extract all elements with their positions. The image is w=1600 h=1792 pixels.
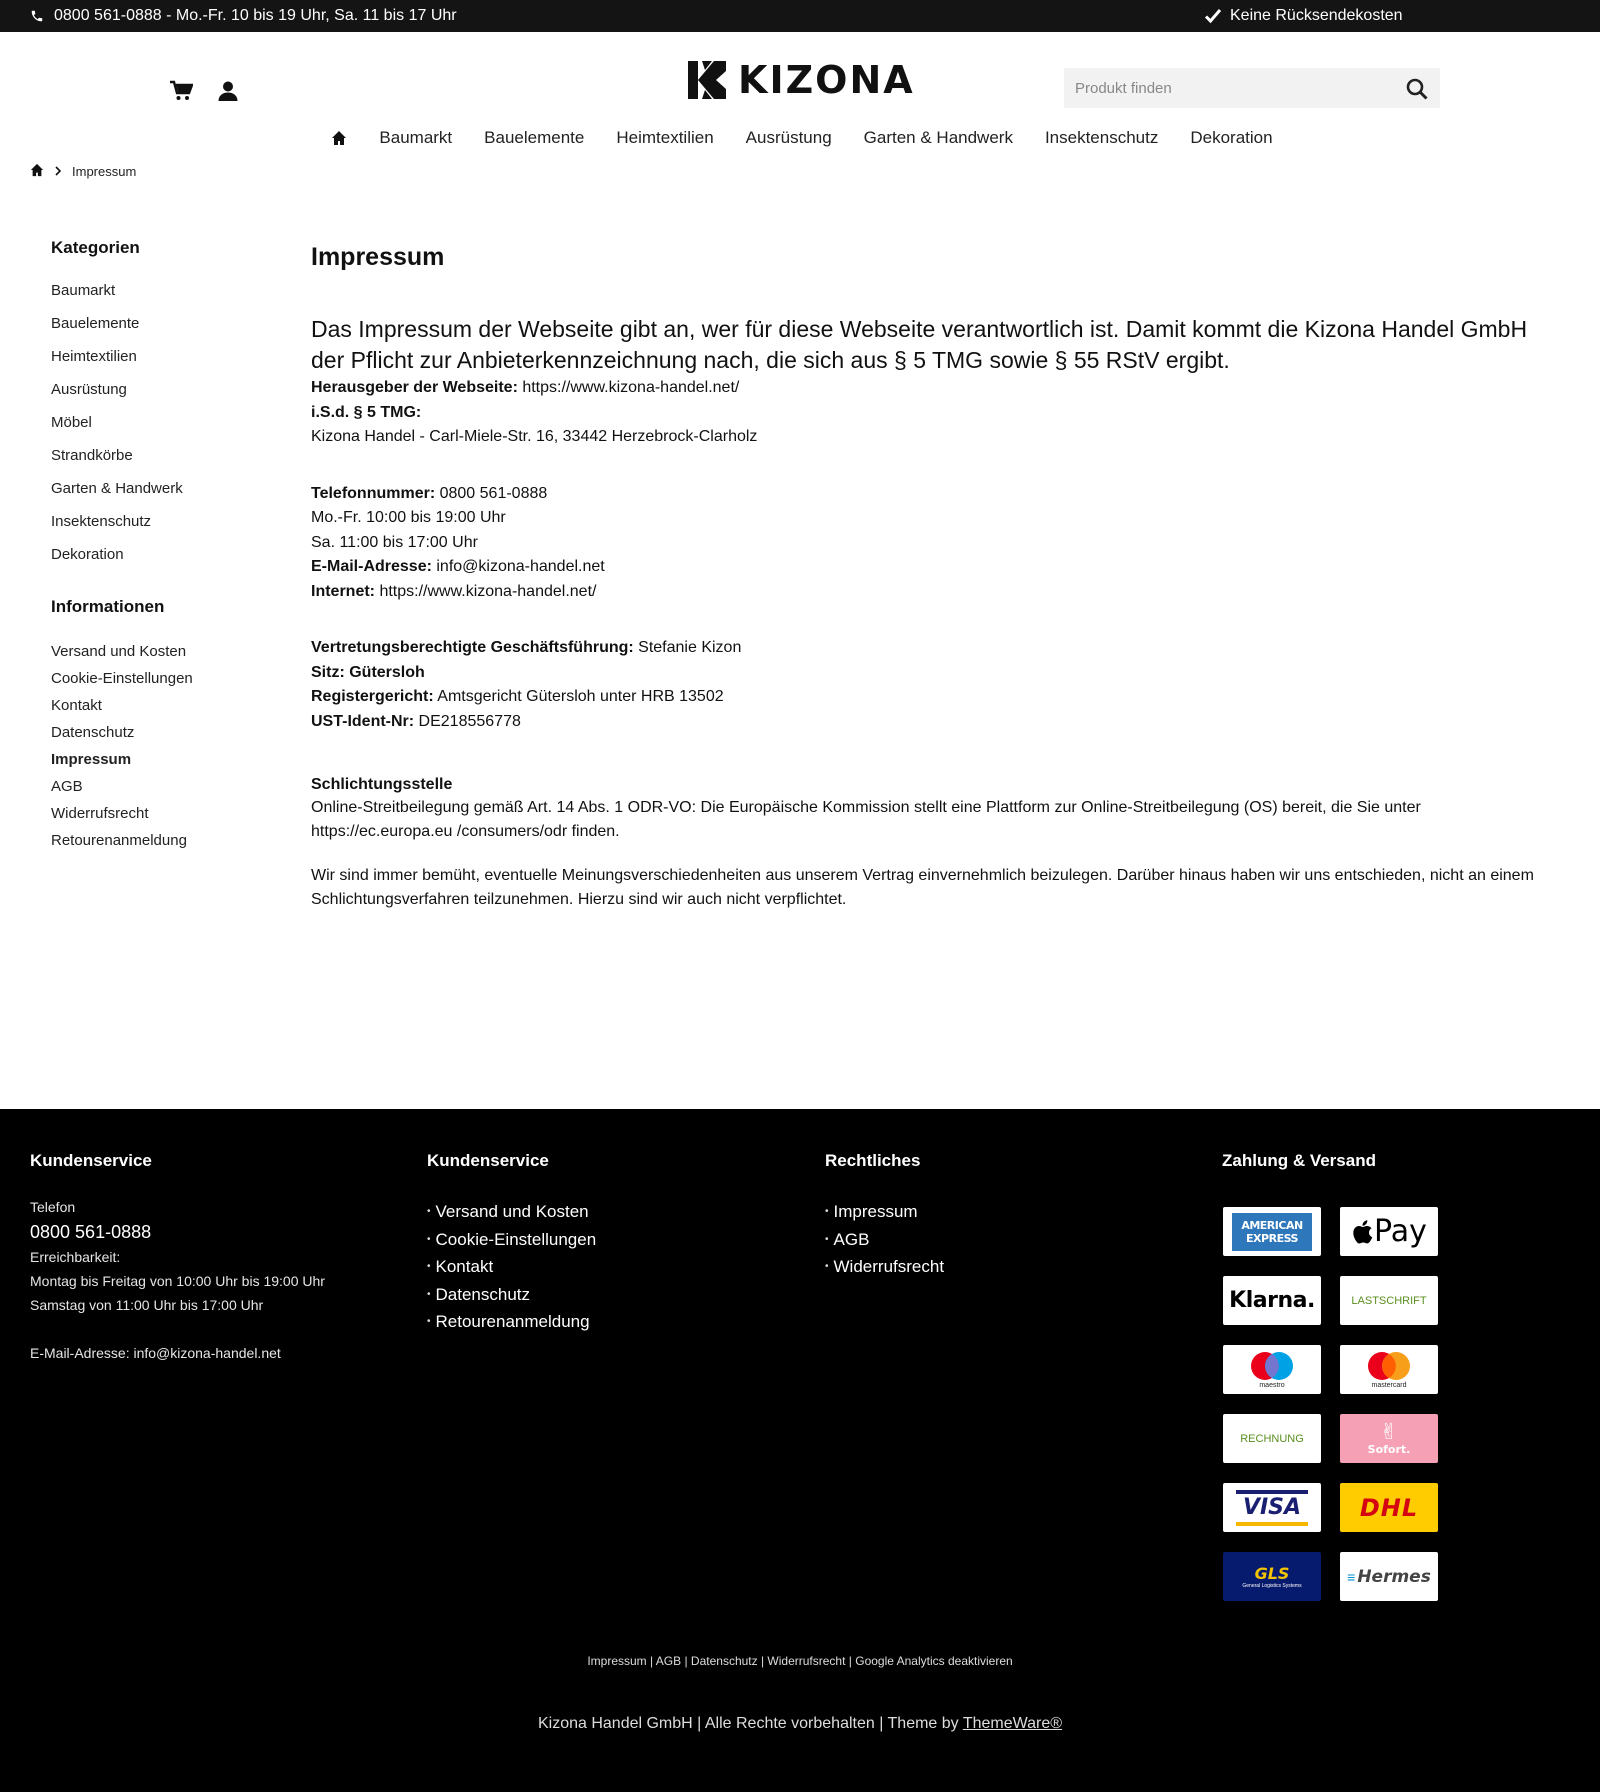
vat-value: DE218556778: [414, 712, 521, 730]
amex-logo: AMERICAN EXPRESS: [1223, 1207, 1321, 1256]
court-value: Amtsgericht Gütersloh unter HRB 13502: [433, 688, 724, 705]
footer-col-payment: [1222, 1151, 1582, 1171]
sidebar-item-ausruestung[interactable]: Ausrüstung: [51, 381, 127, 398]
footer-link-retouren[interactable]: • Retourenanmeldung: [427, 1308, 787, 1336]
email-label: E-Mail-Adresse:: [311, 558, 432, 575]
apple-pay-logo: Pay: [1340, 1207, 1438, 1256]
account-icon[interactable]: [215, 78, 241, 104]
klarna-logo: Klarna.: [1223, 1276, 1321, 1325]
company-block: [311, 636, 1561, 734]
footer-hours-saturday: Samstag von 11:00 Uhr bis 17:00 Uhr: [30, 1297, 264, 1313]
phone-label: Telefonnummer:: [311, 484, 436, 502]
nav-item-ausruestung[interactable]: Ausrüstung: [745, 128, 832, 147]
sidebar-item-impressum[interactable]: Impressum: [51, 751, 132, 768]
dispute-text-2: Wir sind immer bemüht, eventuelle Meinungsverschiedenheiten aus unserem Vertrag einvernehmlich beizulegen. Darüber hinaus haben wir uns entschieden, nicht an einem Schlichtungsverfahren teilzunehmen. Hierzu sind wir auch nicht verpflichtet.: [311, 867, 1534, 908]
footer-phone[interactable]: 0800 561-0888: [30, 1222, 152, 1242]
management-value: Stefanie Kizon: [633, 639, 742, 656]
shipping-info: [1204, 7, 1403, 25]
information-heading: Informationen: [51, 597, 165, 616]
mastercard-circles-icon: [1366, 1351, 1412, 1381]
hours-saturday: Sa. 11:00 bis 17:00 Uhr: [311, 533, 478, 551]
kizona-logo-mark-icon: [688, 61, 726, 99]
footer-service-heading: Kundenservice: [30, 1151, 152, 1170]
nav-item-dekoration[interactable]: Dekoration: [1190, 128, 1273, 147]
cart-icon[interactable]: [168, 78, 194, 104]
footer-service-links-heading: Kundenservice: [427, 1151, 549, 1170]
logo-text: KIZONA: [738, 58, 915, 102]
breadcrumb-current[interactable]: Impressum: [72, 164, 137, 179]
search-input[interactable]: [1064, 68, 1394, 108]
kizona-logo[interactable]: [688, 58, 915, 102]
court-label: Registergericht:: [311, 688, 434, 705]
main-content: [311, 243, 1561, 912]
footer-col-service-links: [427, 1151, 787, 1336]
sidebar-item-strandkoerbe[interactable]: Strandkörbe: [51, 447, 133, 464]
bottom-link-agb[interactable]: AGB: [655, 1654, 682, 1668]
breadcrumb: [30, 163, 136, 180]
search-icon[interactable]: [1406, 78, 1428, 100]
nav-item-baumarkt[interactable]: Baumarkt: [379, 128, 453, 147]
lastschrift-logo: LASTSCHRIFT: [1340, 1276, 1438, 1325]
nav-item-heimtextilien[interactable]: Heimtextilien: [616, 128, 714, 147]
publisher-value[interactable]: https://www.kizona-handel.net/: [517, 379, 740, 396]
site-footer: [0, 1109, 1600, 1792]
footer-link-datenschutz[interactable]: • Datenschutz: [427, 1281, 787, 1309]
sidebar-item-moebel[interactable]: Möbel: [51, 414, 92, 431]
sidebar-item-heimtextilien[interactable]: Heimtextilien: [51, 348, 137, 365]
themeware-link[interactable]: ThemeWare®: [962, 1715, 1063, 1732]
footer-phone-label: Telefon: [30, 1199, 76, 1215]
phone-value: 0800 561-0888: [435, 484, 548, 502]
footer-link-cookie[interactable]: • Cookie-Einstellungen: [427, 1226, 787, 1254]
nav-item-garten-handwerk[interactable]: Garten & Handwerk: [863, 128, 1013, 147]
footer-legal-list: [825, 1198, 1185, 1281]
publisher-label: Herausgeber der Webseite:: [311, 379, 518, 396]
sidebar-item-cookie[interactable]: Cookie-Einstellungen: [51, 670, 193, 687]
isd-label: i.S.d. § 5 TMG:: [311, 403, 422, 421]
sidebar-item-baumarkt[interactable]: Baumarkt: [51, 282, 116, 299]
sidebar-item-dekoration[interactable]: Dekoration: [51, 546, 124, 563]
footer-link-impressum[interactable]: • Impressum: [825, 1198, 1185, 1226]
sidebar-item-agb[interactable]: AGB: [51, 778, 83, 795]
dhl-logo: DHL: [1340, 1483, 1438, 1532]
mastercard-logo: mastercard: [1340, 1345, 1438, 1394]
footer-service-list: [427, 1198, 787, 1336]
bottom-link-widerrufsrecht[interactable]: Widerrufsrecht: [767, 1654, 846, 1668]
vat-label: UST-Ident-Nr:: [311, 712, 415, 730]
footer-link-widerrufsrecht[interactable]: • Widerrufsrecht: [825, 1253, 1185, 1281]
address: Kizona Handel - Carl-Miele-Str. 16, 33442 Herzebrock-Clarholz: [311, 428, 758, 445]
page-title: Impressum: [311, 243, 445, 271]
maestro-logo: maestro: [1223, 1345, 1321, 1394]
sidebar-item-versand[interactable]: Versand und Kosten: [51, 643, 187, 660]
footer-hours-weekday: Montag bis Freitag von 10:00 Uhr bis 19:00 Uhr: [30, 1273, 325, 1289]
site-header: [0, 32, 1600, 152]
visa-logo: VISA: [1223, 1483, 1321, 1532]
footer-email[interactable]: E-Mail-Adresse: info@kizona-handel.net: [30, 1345, 281, 1361]
categories-heading: Kategorien: [51, 238, 140, 257]
hermes-logo: ≡ Hermes: [1340, 1552, 1438, 1601]
nav-item-insektenschutz[interactable]: Insektenschutz: [1044, 128, 1159, 147]
footer-payment-heading: Zahlung & Versand: [1222, 1151, 1376, 1170]
footer-col-service: [30, 1151, 390, 1365]
breadcrumb-home-icon[interactable]: [30, 163, 44, 180]
footer-link-versand[interactable]: • Versand und Kosten: [427, 1198, 787, 1226]
maestro-circles-icon: [1249, 1351, 1295, 1381]
bottom-link-analytics[interactable]: Google Analytics deaktivieren: [855, 1654, 1013, 1668]
shipping-text: Keine Rücksendekosten: [1230, 7, 1403, 24]
intro-paragraph: Das Impressum der Webseite gibt an, wer für diese Webseite verantwortlich ist. Damit kommt die Kizona Handel GmbH der Pflicht zur Anbieterkennzeichnung nach, die sich aus § 5 TMG sowie § 55 RStV ergibt.: [311, 316, 1528, 373]
management-label: Vertretungsberechtigte Geschäftsführung:: [311, 639, 634, 656]
gls-logo: GLS General Logistics Systems: [1223, 1552, 1321, 1601]
nav-item-bauelemente[interactable]: Bauelemente: [484, 128, 585, 147]
publisher-block: [311, 376, 1561, 450]
seat-label: Sitz: Gütersloh: [311, 663, 425, 681]
hermes-lines-icon: ≡: [1347, 1568, 1356, 1585]
bottom-link-datenschutz[interactable]: Datenschutz: [690, 1654, 758, 1668]
sidebar-item-garten-handwerk[interactable]: Garten & Handwerk: [51, 480, 183, 497]
footer-link-agb[interactable]: • AGB: [825, 1226, 1185, 1254]
main-navigation: [0, 120, 1600, 156]
bottom-link-impressum[interactable]: Impressum: [587, 1654, 647, 1668]
footer-reach-label: Erreichbarkeit:: [30, 1249, 121, 1265]
top-info-bar: [0, 0, 1600, 32]
phone-icon: [30, 9, 44, 23]
sidebar-item-insektenschutz[interactable]: Insektenschutz: [51, 513, 152, 530]
sidebar-item-retourenanmeldung[interactable]: Retourenanmeldung: [51, 832, 187, 849]
sidebar-item-widerrufsrecht[interactable]: Widerrufsrecht: [51, 805, 149, 822]
chevron-right-icon: [54, 164, 62, 179]
internet-label: Internet:: [311, 582, 375, 600]
category-list: [51, 282, 281, 579]
contact-block: [311, 482, 1561, 605]
sidebar-item-bauelemente[interactable]: Bauelemente: [51, 315, 140, 332]
copyright-text: Kizona Handel GmbH | Alle Rechte vorbehalten | Theme by: [537, 1715, 963, 1732]
information-list: [51, 643, 281, 859]
apple-icon: [1351, 1219, 1373, 1245]
dispute-text-1: Online-Streitbeilegung gemäß Art. 14 Abs. 1 ODR-VO: Die Europäische Kommission stellt eine Plattform zur Online-Streitbeilegung (OS) bereit, die Sie unter https://ec.europa.eu /consumers/odr finden.: [311, 799, 1421, 840]
dispute-resolution-block: [311, 776, 1561, 912]
hours-weekday: Mo.-Fr. 10:00 bis 19:00 Uhr: [311, 509, 506, 526]
sidebar-item-kontakt[interactable]: Kontakt: [51, 697, 102, 714]
internet-value[interactable]: https://www.kizona-handel.net/: [375, 582, 597, 600]
contact-text: 0800 561-0888 - Mo.-Fr. 10 bis 19 Uhr, Sa. 11 bis 17 Uhr: [54, 7, 457, 24]
search-box: [1064, 68, 1440, 108]
email-value[interactable]: info@kizona-handel.net: [431, 558, 605, 575]
sidebar: [51, 238, 281, 859]
footer-bottom-links: Impressum | AGB | Datenschutz | Widerrufsrecht | Google Analytics deaktivieren: [587, 1654, 1013, 1668]
payment-logos: [1223, 1207, 1439, 1601]
footer-col-legal: [825, 1151, 1185, 1281]
sidebar-item-datenschutz[interactable]: Datenschutz: [51, 724, 135, 741]
rechnung-logo: RECHNUNG: [1223, 1414, 1321, 1463]
victory-hand-icon: ✌: [1379, 1419, 1399, 1444]
checkmark-icon: [1204, 8, 1222, 24]
contact-info: [30, 7, 457, 25]
dispute-heading: Schlichtungsstelle: [311, 776, 453, 793]
footer-legal-heading: Rechtliches: [825, 1151, 921, 1170]
home-icon[interactable]: [325, 124, 353, 152]
copyright: [0, 1715, 1600, 1733]
footer-link-kontakt[interactable]: • Kontakt: [427, 1253, 787, 1281]
sofort-logo: ✌ Sofort.: [1340, 1414, 1438, 1463]
